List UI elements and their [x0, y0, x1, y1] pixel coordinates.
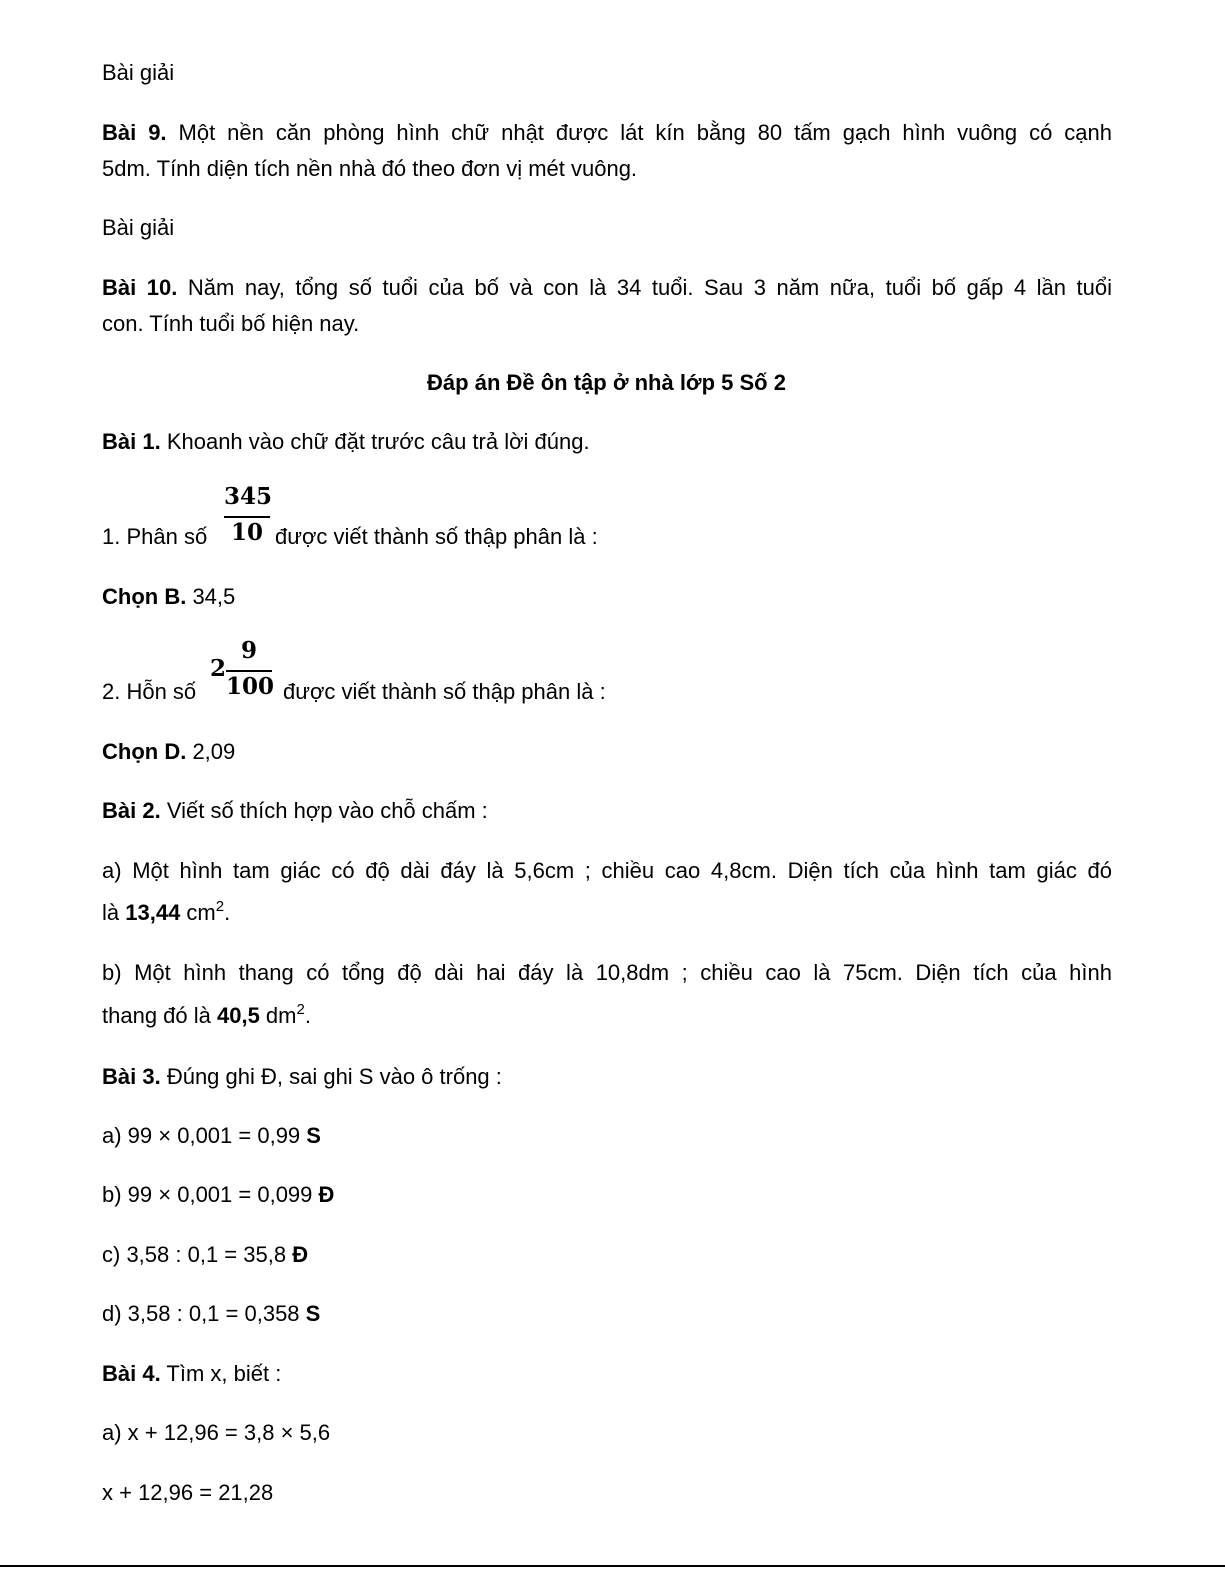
trapezoid-area-value: 40,5 [216, 1003, 260, 1028]
exercise-10-line-2: con. Tính tuổi bố hiện nay. [102, 311, 360, 336]
exercise-4-heading: Bài 4. Tìm x, biết : [102, 1361, 282, 1386]
fraction-345-over-10: 345 10 [224, 483, 273, 546]
page-bottom-rule [0, 1565, 1225, 1567]
exercise-10-line-1: Bài 10. Năm nay, tổng số tuổi của bố và con là 34 tuổi. Sau 3 năm nữa, tuổi bố gấp 4 lần tuổi [102, 275, 1112, 300]
exercise-3c: c) 3,58 : 0,1 = 35,8 Đ [102, 1242, 309, 1267]
answer-1-heading: Bài 1. Khoanh vào chữ đặt trước câu trả lời đúng. [102, 429, 590, 454]
question-2-suffix: được viết thành số thập phân là : [283, 679, 606, 704]
question-2-prefix: 2. Hỗn số [102, 679, 197, 704]
exercise-4a: a) x + 12,96 = 3,8 × 5,6 [102, 1420, 331, 1445]
exercise-2-heading: Bài 2. Viết số thích hợp vào chỗ chấm : [102, 798, 488, 823]
question-1-suffix: được viết thành số thập phân là : [275, 524, 598, 549]
exercise-2b-line-2: thang đó là 40,5 $dm^2$. [102, 1001, 311, 1028]
exercise-10-label: Bài 10. [102, 275, 178, 300]
exercise-9-line-1: Bài 9. Một nền căn phòng hình chữ nhật được lát kín bằng 80 tấm gạch hình vuông có cạnh [102, 120, 1112, 145]
exercise-2b-line-1: b) Một hình thang có tổng độ dài hai đáy là 10,8dm ; chiều cao là 75cm. Diện tích của hình [102, 960, 1112, 985]
exercise-3b: b) 99 × 0,001 = 0,099 Đ [102, 1182, 335, 1207]
exercise-3-heading: Bài 3. Đúng ghi Đ, sai ghi S vào ô trống : [102, 1064, 502, 1089]
exercise-9-label: Bài 9. [102, 120, 167, 145]
answer-key-title: Đáp án Đề ôn tập ở nhà lớp 5 Số 2 [427, 370, 786, 395]
mixed-number-whole: 2 [210, 655, 227, 682]
question-1-prefix: 1. Phân số [102, 524, 208, 549]
exercise-3d: d) 3,58 : 0,1 = 0,358 S [102, 1301, 321, 1326]
exercise-2a-line-2: là 13,44 $cm^2$. [102, 898, 231, 925]
exercise-4a-step: x + 12,96 = 21,28 [102, 1480, 274, 1505]
exercise-2a-line-1: a) Một hình tam giác có độ dài đáy là 5,6cm ; chiều cao 4,8cm. Diện tích của hình tam giác đó [102, 858, 1112, 883]
exercise-3a: a) 99 × 0,001 = 0,99 S [102, 1123, 321, 1148]
answer-1-choice: Chọn B. 34,5 [102, 584, 236, 609]
fraction-9-over-100: 9 100 [226, 637, 275, 700]
solution-heading: Bài giải [102, 60, 175, 85]
triangle-area-value: 13,44 [125, 900, 181, 925]
solution-heading: Bài giải [102, 215, 175, 240]
exercise-9-line-2: 5dm. Tính diện tích nền nhà đó theo đơn vị mét vuông. [102, 156, 638, 181]
answer-2-choice: Chọn D. 2,09 [102, 739, 236, 764]
